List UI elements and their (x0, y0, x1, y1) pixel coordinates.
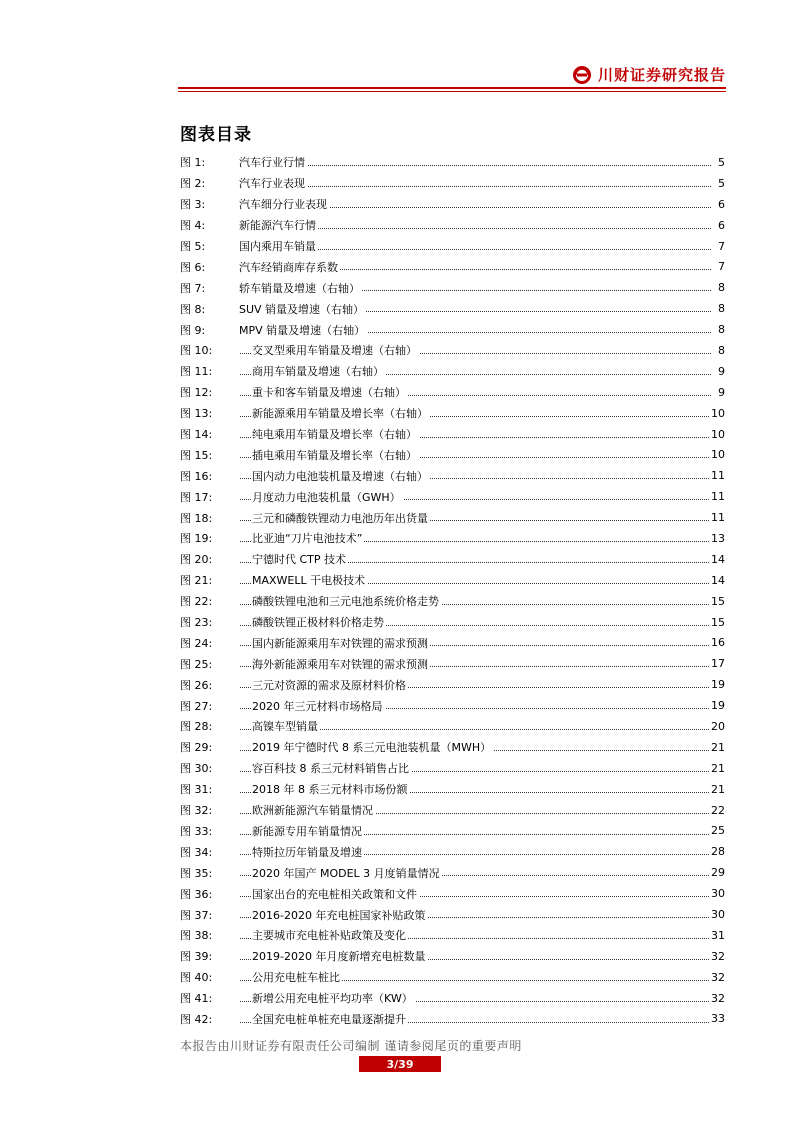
toc-entry-page: 10 (711, 448, 725, 462)
toc-entry-page: 32 (711, 970, 725, 984)
toc-entry-page: 15 (711, 615, 725, 629)
toc-entry-number: 图 36: (180, 887, 213, 901)
toc-entry-page: 10 (711, 406, 725, 420)
toc-entry[interactable] (180, 528, 725, 549)
toc-entry-title: 2020 年三元材料市场格局 (252, 699, 383, 713)
toc-entry[interactable] (180, 904, 725, 925)
toc-entry-page: 21 (711, 740, 725, 754)
toc-entry-page: 11 (711, 511, 725, 525)
toc-entry[interactable] (180, 424, 725, 445)
toc-entry-page: 7 (718, 239, 725, 253)
toc-entry-page: 11 (711, 490, 725, 504)
toc-entry[interactable] (180, 382, 725, 403)
toc-entry[interactable] (180, 173, 725, 194)
toc-entry-title: MPV 销量及增速（右轴） (239, 323, 366, 337)
toc-entry-title: 国内新能源乘用车对铁锂的需求预测 (252, 636, 428, 650)
page-number: 3/39 (359, 1056, 441, 1072)
toc-title: 图表目录 (180, 125, 252, 145)
toc-entry-page: 20 (711, 719, 725, 733)
chuancai-logo-icon (572, 65, 592, 85)
toc-entry[interactable] (180, 486, 725, 507)
toc-entry-number: 图 4: (180, 219, 206, 233)
toc-entry-number: 图 23: (180, 616, 213, 630)
footer-disclaimer: 本报告由川财证券有限责任公司编制 谨请参阅尾页的重要声明 (180, 1039, 522, 1053)
toc-entry-title: 特斯拉历年销量及增速 (252, 845, 362, 859)
toc-entry-title: 商用车销量及增速（右轴） (252, 365, 384, 379)
toc-entry-number: 图 6: (180, 260, 206, 274)
toc-entry-title: 全国充电桩单桩充电量逐渐提升 (252, 1012, 406, 1026)
toc-entry[interactable] (180, 277, 725, 298)
toc-entry-title: 国内乘用车销量 (239, 240, 316, 253)
toc-entry[interactable] (180, 1009, 725, 1030)
toc-entry-page: 31 (711, 928, 725, 942)
header-rule-thin (178, 91, 726, 92)
toc-entry-number: 图 18: (180, 511, 213, 525)
toc-entry[interactable] (180, 236, 725, 257)
toc-entry-number: 图 16: (180, 469, 213, 483)
toc-entry-number: 图 40: (180, 971, 213, 985)
toc-entry[interactable] (180, 925, 725, 946)
toc-entry-number: 图 25: (180, 657, 213, 671)
toc-entry-number: 图 11: (180, 365, 213, 379)
toc-entry-page: 30 (711, 908, 725, 921)
toc-entry-page: 32 (711, 949, 725, 963)
toc-entry-title: 公用充电桩车桩比 (252, 971, 340, 985)
toc-entry-title: 月度动力电池装机量（GWH） (252, 490, 401, 504)
toc-entry-number: 图 42: (180, 1012, 213, 1026)
toc-entry-number: 图 7: (180, 281, 206, 295)
toc-entry-number: 图 14: (180, 428, 213, 442)
toc-entry-number: 图 30: (180, 762, 213, 776)
toc-entry[interactable] (180, 737, 725, 758)
toc-entry-title: 汽车经销商库存系数 (239, 260, 338, 274)
toc-entry-title: 重卡和客车销量及增速（右轴） (252, 386, 406, 400)
toc-entry-title: 比亚迪“刀片电池技术” (252, 532, 363, 546)
toc-entry-number: 图 38: (180, 929, 213, 943)
toc-entry-page: 15 (711, 594, 725, 608)
toc-entry-number: 图 22: (180, 595, 213, 609)
toc-entry[interactable] (180, 591, 725, 612)
toc-entry-number: 图 20: (180, 553, 213, 567)
toc-entry[interactable] (180, 152, 725, 173)
toc-entry-number: 图 12: (180, 386, 213, 400)
toc-entry[interactable] (180, 988, 725, 1009)
toc-entry-title: 国内动力电池装机量及增速（右轴） (252, 469, 428, 483)
toc-entry-title: 海外新能源乘用车对铁锂的需求预测 (252, 657, 428, 671)
toc-entry-number: 图 1: (180, 156, 206, 170)
toc-entry-page: 14 (711, 552, 725, 566)
toc-entry-number: 图 2: (180, 177, 206, 191)
toc-entry-title: 交叉型乘用车销量及增速（右轴） (252, 344, 417, 358)
toc-entry[interactable] (180, 758, 725, 779)
toc-entry-title: 三元和磷酸铁锂动力电池历年出货量 (252, 511, 428, 525)
toc-entry-page: 8 (718, 323, 725, 337)
toc-entry-number: 图 8: (180, 302, 206, 316)
toc-entry[interactable] (180, 570, 725, 591)
toc-entry-number: 图 33: (180, 824, 213, 838)
toc-entry-number: 图 15: (180, 448, 213, 462)
toc-entry-number: 图 17: (180, 490, 213, 504)
toc-entry-page: 7 (718, 260, 725, 274)
toc-entry-number: 图 13: (180, 407, 213, 421)
toc-entry-number: 图 32: (180, 804, 213, 818)
toc-entry-number: 图 10: (180, 344, 213, 358)
toc-entry-page: 21 (711, 761, 725, 775)
toc-entry-title: 插电乘用车销量及增长率（右轴） (252, 448, 417, 462)
toc-leader-dots (240, 165, 711, 166)
toc-entry-title: 磷酸铁锂电池和三元电池系统价格走势 (252, 595, 439, 609)
toc-entry[interactable] (180, 361, 725, 382)
toc-entry-number: 图 29: (180, 741, 213, 755)
toc-entry[interactable] (180, 215, 725, 236)
toc-entry-title: 2019 年宁德时代 8 系三元电池装机量（MWH） (252, 741, 492, 755)
toc-entry-page: 19 (711, 699, 725, 713)
toc-entry-number: 图 5: (180, 240, 206, 253)
toc-entry[interactable] (180, 465, 725, 486)
toc-entry-title: 汽车行业表现 (239, 177, 305, 191)
toc-entry[interactable] (180, 444, 725, 465)
toc-entry-page: 5 (718, 155, 725, 169)
toc-entry-number: 图 35: (180, 866, 213, 880)
toc-entry[interactable] (180, 946, 725, 967)
toc-entry-number: 图 28: (180, 720, 213, 734)
toc-entry-title: 磷酸铁锂正极材料价格走势 (252, 616, 384, 630)
toc-entry-title: 新能源专用车销量情况 (252, 824, 362, 838)
brand-name: 川财证券研究报告 (597, 66, 726, 84)
toc-entry[interactable] (180, 298, 725, 319)
toc-entry[interactable] (180, 716, 725, 737)
toc-entry-title: 三元对资源的需求及原材料价格 (252, 678, 406, 692)
toc-entry-number: 图 3: (180, 198, 206, 212)
toc-entry[interactable] (180, 507, 725, 528)
toc-entry-page: 6 (718, 197, 725, 211)
toc-entry-page: 16 (711, 636, 725, 650)
toc-entry-page: 21 (711, 782, 725, 796)
toc-entry-number: 图 41: (180, 992, 213, 1006)
toc-entry-title: 汽车细分行业表现 (239, 198, 327, 212)
toc-entry-title: 国家出台的充电桩相关政策和文件 (252, 887, 417, 901)
toc-entry-number: 图 21: (180, 574, 213, 588)
toc-entry-number: 图 27: (180, 699, 213, 713)
toc-entry-title: SUV 销量及增速（右轴） (239, 302, 365, 316)
toc-entry[interactable] (180, 862, 725, 883)
toc-entry-page: 8 (718, 343, 725, 357)
toc-entry-page: 30 (711, 887, 725, 901)
toc-entry-page: 10 (711, 427, 725, 441)
toc-entry-number: 图 19: (180, 532, 213, 546)
toc-entry-number: 图 26: (180, 678, 213, 692)
toc-entry-title: 新能源乘用车销量及增长率（右轴） (252, 407, 428, 421)
toc-entry-page: 19 (711, 678, 725, 692)
toc-entry-page: 5 (718, 176, 725, 190)
page-header (178, 60, 726, 90)
toc-entry[interactable] (180, 841, 725, 862)
toc-entry-title: MAXWELL 干电极技术 (252, 574, 366, 588)
toc-entry-title: 高镍车型销量 (252, 720, 318, 734)
toc-entry-page: 8 (718, 281, 725, 295)
toc-entry-page: 6 (718, 218, 725, 232)
toc-entry-page: 29 (711, 866, 725, 880)
toc-entry[interactable] (180, 194, 725, 215)
toc-entry-title: 新增公用充电桩平均功率（KW） (252, 992, 413, 1006)
toc-entry-number: 图 34: (180, 845, 213, 859)
toc-entry-page: 9 (718, 364, 725, 378)
brand (572, 64, 726, 85)
toc-entry-page: 28 (711, 845, 725, 859)
toc-entry[interactable] (180, 653, 725, 674)
toc-entry[interactable] (180, 674, 725, 695)
toc-entry-page: 14 (711, 573, 725, 587)
toc-entry-title: 宁德时代 CTP 技术 (252, 553, 347, 567)
toc-entry-number: 图 9: (180, 323, 206, 337)
toc-entry-title: 2016-2020 年充电桩国家补贴政策 (252, 908, 426, 922)
toc-entry-number: 图 24: (180, 636, 213, 650)
toc-entry-number: 图 39: (180, 950, 213, 964)
toc-entry[interactable] (180, 695, 725, 716)
header-rule-thick (178, 87, 726, 89)
toc-entry[interactable] (180, 256, 725, 277)
toc-entry-page: 22 (711, 803, 725, 817)
toc-entry-page: 13 (711, 531, 725, 545)
toc-entry[interactable] (180, 967, 725, 988)
toc-entry-title: 容百科技 8 系三元材料销售占比 (252, 762, 409, 776)
toc-entry-number: 图 37: (180, 908, 213, 922)
toc-entry-title: 主要城市充电桩补贴政策及变化 (252, 929, 406, 943)
toc-entry-page: 8 (718, 302, 725, 316)
toc-entry[interactable] (180, 403, 725, 424)
toc-entry-page: 33 (711, 1012, 725, 1026)
toc-entry[interactable] (180, 800, 725, 821)
toc-entry-page: 17 (711, 657, 725, 671)
toc-entry-title: 轿车销量及增速（右轴） (239, 281, 360, 295)
toc-entry[interactable] (180, 319, 725, 340)
toc-list (180, 152, 725, 1029)
toc-entry[interactable] (180, 340, 725, 361)
toc-entry-title: 2020 年国产 MODEL 3 月度销量情况 (252, 866, 440, 880)
toc-entry-page: 9 (718, 385, 725, 399)
toc-entry-page: 25 (711, 824, 725, 838)
toc-entry-title: 2018 年 8 系三元材料市场份额 (252, 783, 408, 797)
toc-entry[interactable] (180, 612, 725, 633)
toc-entry-number: 图 31: (180, 783, 213, 797)
toc-entry-page: 11 (711, 469, 725, 483)
toc-entry-title: 纯电乘用车销量及增长率（右轴） (252, 428, 417, 442)
toc-entry-page: 32 (711, 991, 725, 1005)
toc-leader-dots (240, 186, 711, 187)
toc-entry[interactable] (180, 632, 725, 653)
toc-entry[interactable] (180, 883, 725, 904)
toc-entry[interactable] (180, 549, 725, 570)
toc-entry-title: 汽车行业行情 (239, 156, 305, 170)
toc-entry-title: 新能源汽车行情 (239, 219, 316, 233)
toc-entry-title: 欧洲新能源汽车销量情况 (252, 804, 373, 818)
toc-entry[interactable] (180, 779, 725, 800)
toc-entry[interactable] (180, 821, 725, 842)
toc-entry-title: 2019-2020 年月度新增充电桩数量 (252, 950, 426, 964)
